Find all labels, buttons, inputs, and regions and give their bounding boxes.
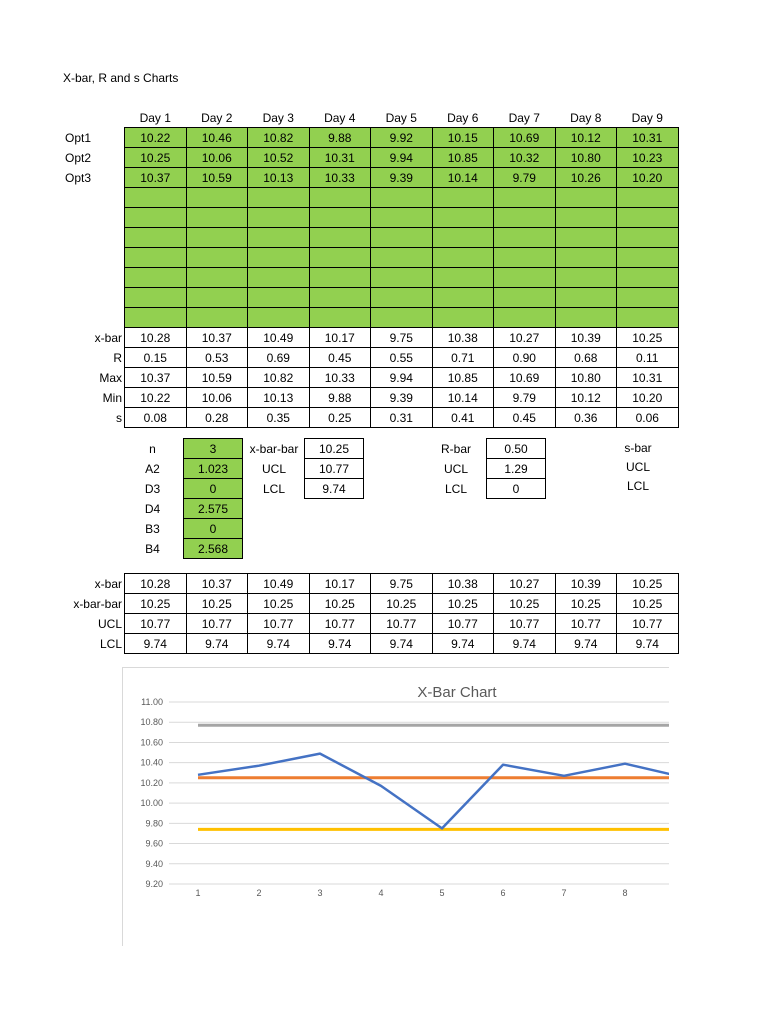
empty-row [63,208,678,228]
measurement-cell: 10.14 [432,168,494,188]
empty-label [63,228,125,248]
day-header: Day 9 [631,110,663,125]
xbar-series-line [198,754,669,829]
limits-cell: 10.77 [494,614,556,634]
measurement-cell: 10.85 [432,148,494,168]
empty-cell [248,188,310,208]
empty-cell [309,288,371,308]
empty-cell [371,208,433,228]
x-tick-label: 4 [378,888,384,898]
empty-cell [309,228,371,248]
summary-label: UCL [625,459,650,474]
stat-row [63,328,678,348]
day-header-row [63,108,678,128]
day-header: Day 8 [570,110,602,125]
measurement-cell: 10.82 [248,128,310,148]
stat-cell: 0.25 [309,408,371,428]
constant-label: B4 [145,541,160,556]
empty-cell [248,228,310,248]
limits-cell: 9.75 [371,574,433,594]
empty-cell [309,188,371,208]
summary-value: 10.77 [305,459,364,479]
limits-cell: 10.77 [309,614,371,634]
measurement-cell: 10.46 [186,128,248,148]
x-tick-label: 2 [256,888,262,898]
measurement-cell: 10.32 [494,148,556,168]
empty-cell [555,308,617,328]
empty-cell [125,248,187,268]
empty-row [63,268,678,288]
empty-label [63,248,125,268]
empty-cell [186,288,248,308]
y-tick-label: 10.00 [140,798,163,809]
stat-cell: 0.90 [494,348,556,368]
summary-label: LCL [626,478,649,493]
limits-cell: 10.27 [494,574,556,594]
measurement-cell: 10.13 [248,168,310,188]
constant-row [122,459,243,479]
stat-cell: 10.39 [555,328,617,348]
stat-label: Max [99,370,122,385]
limits-cell: 10.77 [617,614,679,634]
y-tick-label: 10.40 [140,757,163,768]
empty-row [63,248,678,268]
limits-cell: 10.49 [248,574,310,594]
summary-label: s-bar [624,440,652,455]
stat-cell: 10.82 [248,368,310,388]
empty-cell [617,228,679,248]
day-header: Day 3 [262,110,294,125]
operator-row [63,128,678,148]
constant-label: n [149,441,156,456]
xbar-chart [122,667,669,946]
stat-cell: 0.08 [125,408,187,428]
constant-label: D3 [144,481,161,496]
measurement-cell: 10.22 [125,128,187,148]
stat-cell: 10.25 [617,328,679,348]
empty-row [63,228,678,248]
empty-cell [309,208,371,228]
summary-row [244,479,364,499]
summary-label: x-bar-bar [249,441,299,456]
stat-cell: 0.69 [248,348,310,368]
limits-label: UCL [97,616,122,631]
empty-cell [186,188,248,208]
empty-cell [125,288,187,308]
stat-cell: 10.12 [555,388,617,408]
stat-cell: 0.11 [617,348,679,368]
limits-label: x-bar [94,576,122,591]
limits-cell: 10.25 [555,594,617,614]
stat-cell: 10.28 [125,328,187,348]
empty-cell [555,248,617,268]
constant-label: B3 [145,521,160,536]
empty-label [63,268,125,288]
measurement-cell: 10.80 [555,148,617,168]
measurement-cell: 10.25 [125,148,187,168]
empty-cell [248,288,310,308]
empty-cell [309,248,371,268]
limits-cell: 10.25 [248,594,310,614]
limits-cell: 10.77 [186,614,248,634]
y-tick-label: 11.00 [141,697,163,707]
empty-cell [555,268,617,288]
constant-row [122,439,243,459]
limits-label: LCL [99,636,122,651]
empty-cell [494,288,556,308]
empty-cell [371,248,433,268]
limits-cell: 9.74 [494,634,556,654]
empty-cell [248,248,310,268]
stat-label: R [113,350,122,365]
header-corner [63,108,125,128]
empty-cell [371,268,433,288]
limits-row [63,614,678,634]
operator-row [63,168,678,188]
empty-cell [125,188,187,208]
stat-label: x-bar [94,330,122,345]
stat-cell: 0.35 [248,408,310,428]
empty-cell [555,288,617,308]
y-tick-label: 10.80 [140,717,163,728]
limits-cell: 9.74 [432,634,494,654]
limits-cell: 10.25 [494,594,556,614]
limits-row [63,594,678,614]
stat-row [63,368,678,388]
empty-cell [494,268,556,288]
limits-cell: 9.74 [248,634,310,654]
summary-row [426,479,546,499]
measurement-cell: 10.33 [309,168,371,188]
x-tick-label: 1 [195,888,201,898]
empty-cell [371,188,433,208]
stat-cell: 10.13 [248,388,310,408]
chart-title: X-Bar Chart [417,684,497,701]
empty-cell [371,228,433,248]
xbar-chart-svg [123,668,669,946]
measurement-cell: 9.88 [309,128,371,148]
empty-cell [309,308,371,328]
stat-cell: 0.53 [186,348,248,368]
constant-label: A2 [145,461,160,476]
empty-label [63,188,125,208]
empty-cell [432,188,494,208]
limits-cell: 9.74 [617,634,679,654]
limits-cell: 10.77 [432,614,494,634]
empty-cell [186,308,248,328]
stat-cell: 0.15 [125,348,187,368]
constant-value: 1.023 [184,459,243,479]
data-table [63,108,679,428]
stat-cell: 0.28 [186,408,248,428]
stat-cell: 0.45 [494,408,556,428]
empty-cell [432,288,494,308]
stat-cell: 0.55 [371,348,433,368]
empty-cell [309,268,371,288]
empty-cell [248,268,310,288]
empty-cell [617,248,679,268]
empty-cell [186,248,248,268]
limits-row [63,574,678,594]
limits-cell: 10.25 [371,594,433,614]
empty-cell [555,208,617,228]
stat-cell: 10.33 [309,368,371,388]
measurement-cell: 10.69 [494,128,556,148]
empty-label [63,288,125,308]
stat-cell: 0.31 [371,408,433,428]
measurement-cell: 10.31 [617,128,679,148]
summary-value: 9.74 [305,479,364,499]
empty-cell [617,268,679,288]
constant-value: 2.568 [184,539,243,559]
limits-cell: 10.25 [125,594,187,614]
stat-cell: 9.75 [371,328,433,348]
empty-cell [555,188,617,208]
limits-cell: 10.25 [186,594,248,614]
stat-cell: 9.88 [309,388,371,408]
summary-value: 0 [487,479,546,499]
summary-row [244,439,364,459]
stat-cell: 10.37 [125,368,187,388]
measurement-cell: 9.39 [371,168,433,188]
limits-cell: 10.39 [555,574,617,594]
stat-cell: 10.22 [125,388,187,408]
limits-cell: 9.74 [125,634,187,654]
summary-value: 0.50 [487,439,546,459]
constant-row [122,479,243,499]
constants-table [122,438,243,559]
limits-cell: 10.77 [555,614,617,634]
empty-cell [617,308,679,328]
summary-label: LCL [444,481,467,496]
y-tick-label: 9.20 [145,879,163,889]
empty-cell [617,188,679,208]
stat-cell: 0.68 [555,348,617,368]
summary-row [608,438,668,457]
day-header: Day 2 [201,110,233,125]
operator-label: Opt2 [65,150,92,165]
stat-cell: 9.79 [494,388,556,408]
day-header: Day 4 [324,110,356,125]
summary-row [608,457,668,476]
stat-row [63,388,678,408]
empty-cell [125,208,187,228]
stat-cell: 10.06 [186,388,248,408]
measurement-cell: 9.94 [371,148,433,168]
empty-row [63,308,678,328]
constant-label: D4 [144,501,161,516]
stat-cell: 10.59 [186,368,248,388]
summary-label: UCL [443,461,468,476]
empty-cell [432,308,494,328]
y-tick-label: 9.60 [145,838,163,849]
xbar-summary-table [244,438,364,499]
constant-row [122,519,243,539]
stat-row [63,348,678,368]
day-header: Day 7 [508,110,540,125]
y-tick-label: 9.80 [145,818,163,829]
operator-row [63,148,678,168]
summary-row [608,476,668,495]
empty-cell [494,248,556,268]
limits-table [63,573,679,654]
stat-cell: 10.38 [432,328,494,348]
limits-cell: 9.74 [186,634,248,654]
r-summary-table [426,438,546,499]
constant-value: 2.575 [184,499,243,519]
empty-cell [617,208,679,228]
limits-cell: 10.77 [371,614,433,634]
limits-cell: 10.77 [125,614,187,634]
measurement-cell: 10.06 [186,148,248,168]
summary-row [426,439,546,459]
measurement-cell: 10.52 [248,148,310,168]
stat-cell: 9.94 [371,368,433,388]
summary-label: R-bar [440,441,471,456]
empty-cell [432,208,494,228]
x-tick-label: 7 [561,888,567,898]
empty-cell [617,288,679,308]
x-tick-label: 6 [500,888,506,898]
empty-row [63,188,678,208]
stat-cell: 10.49 [248,328,310,348]
x-tick-label: 5 [439,888,445,898]
summary-value: 10.25 [305,439,364,459]
empty-cell [494,208,556,228]
empty-cell [555,228,617,248]
stat-cell: 10.31 [617,368,679,388]
limits-cell: 9.74 [555,634,617,654]
empty-cell [371,288,433,308]
constant-value: 0 [184,479,243,499]
stat-cell: 10.80 [555,368,617,388]
stat-label: Min [102,390,122,405]
measurement-cell: 10.15 [432,128,494,148]
stat-row [63,408,678,428]
empty-cell [186,268,248,288]
empty-cell [186,228,248,248]
constant-value: 0 [184,519,243,539]
limits-cell: 10.37 [186,574,248,594]
empty-cell [432,228,494,248]
stat-cell: 10.69 [494,368,556,388]
empty-cell [494,228,556,248]
empty-cell [248,208,310,228]
stat-cell: 0.06 [617,408,679,428]
y-tick-label: 10.60 [140,737,163,748]
x-tick-label: 8 [622,888,628,898]
limits-cell: 10.38 [432,574,494,594]
empty-cell [494,308,556,328]
empty-cell [125,228,187,248]
day-header: Day 1 [139,110,171,125]
empty-label [63,208,125,228]
measurement-cell: 10.37 [125,168,187,188]
constant-row [122,499,243,519]
stat-label: s [116,410,122,425]
constant-row [122,539,243,559]
stat-cell: 0.41 [432,408,494,428]
measurement-cell: 10.31 [309,148,371,168]
empty-cell [371,308,433,328]
measurement-cell: 9.79 [494,168,556,188]
limits-cell: 10.25 [617,574,679,594]
limits-label: x-bar-bar [73,596,122,611]
stat-cell: 10.85 [432,368,494,388]
stat-cell: 10.20 [617,388,679,408]
limits-cell: 10.17 [309,574,371,594]
stat-cell: 9.39 [371,388,433,408]
summary-value: 1.29 [487,459,546,479]
x-tick-label: 3 [317,888,323,898]
day-header: Day 5 [385,110,417,125]
empty-cell [432,248,494,268]
limits-cell: 10.28 [125,574,187,594]
stat-cell: 0.36 [555,408,617,428]
empty-label [63,308,125,328]
empty-row [63,288,678,308]
limits-cell: 10.25 [617,594,679,614]
empty-cell [125,308,187,328]
sheet-title: X-bar, R and s Charts [63,71,179,85]
operator-label: Opt3 [65,170,92,185]
y-tick-label: 9.40 [145,858,163,869]
y-tick-label: 10.20 [140,777,163,788]
summary-label: UCL [261,461,286,476]
empty-cell [125,268,187,288]
operator-label: Opt1 [65,130,92,145]
empty-cell [186,208,248,228]
constant-value: 3 [184,439,243,459]
empty-cell [248,308,310,328]
limits-row [63,634,678,654]
summary-label: LCL [262,481,285,496]
stat-cell: 10.27 [494,328,556,348]
stat-cell: 0.45 [309,348,371,368]
limits-cell: 10.77 [248,614,310,634]
limits-cell: 10.25 [309,594,371,614]
limits-cell: 10.25 [432,594,494,614]
limits-cell: 9.74 [309,634,371,654]
measurement-cell: 10.59 [186,168,248,188]
stat-cell: 0.71 [432,348,494,368]
measurement-cell: 10.20 [617,168,679,188]
day-header: Day 6 [447,110,479,125]
stat-cell: 10.37 [186,328,248,348]
measurement-cell: 9.92 [371,128,433,148]
measurement-cell: 10.26 [555,168,617,188]
limits-cell: 9.74 [371,634,433,654]
summary-row [426,459,546,479]
empty-cell [432,268,494,288]
measurement-cell: 10.12 [555,128,617,148]
measurement-cell: 10.23 [617,148,679,168]
s-summary-table [608,438,668,495]
stat-cell: 10.17 [309,328,371,348]
summary-row [244,459,364,479]
empty-cell [494,188,556,208]
stat-cell: 10.14 [432,388,494,408]
